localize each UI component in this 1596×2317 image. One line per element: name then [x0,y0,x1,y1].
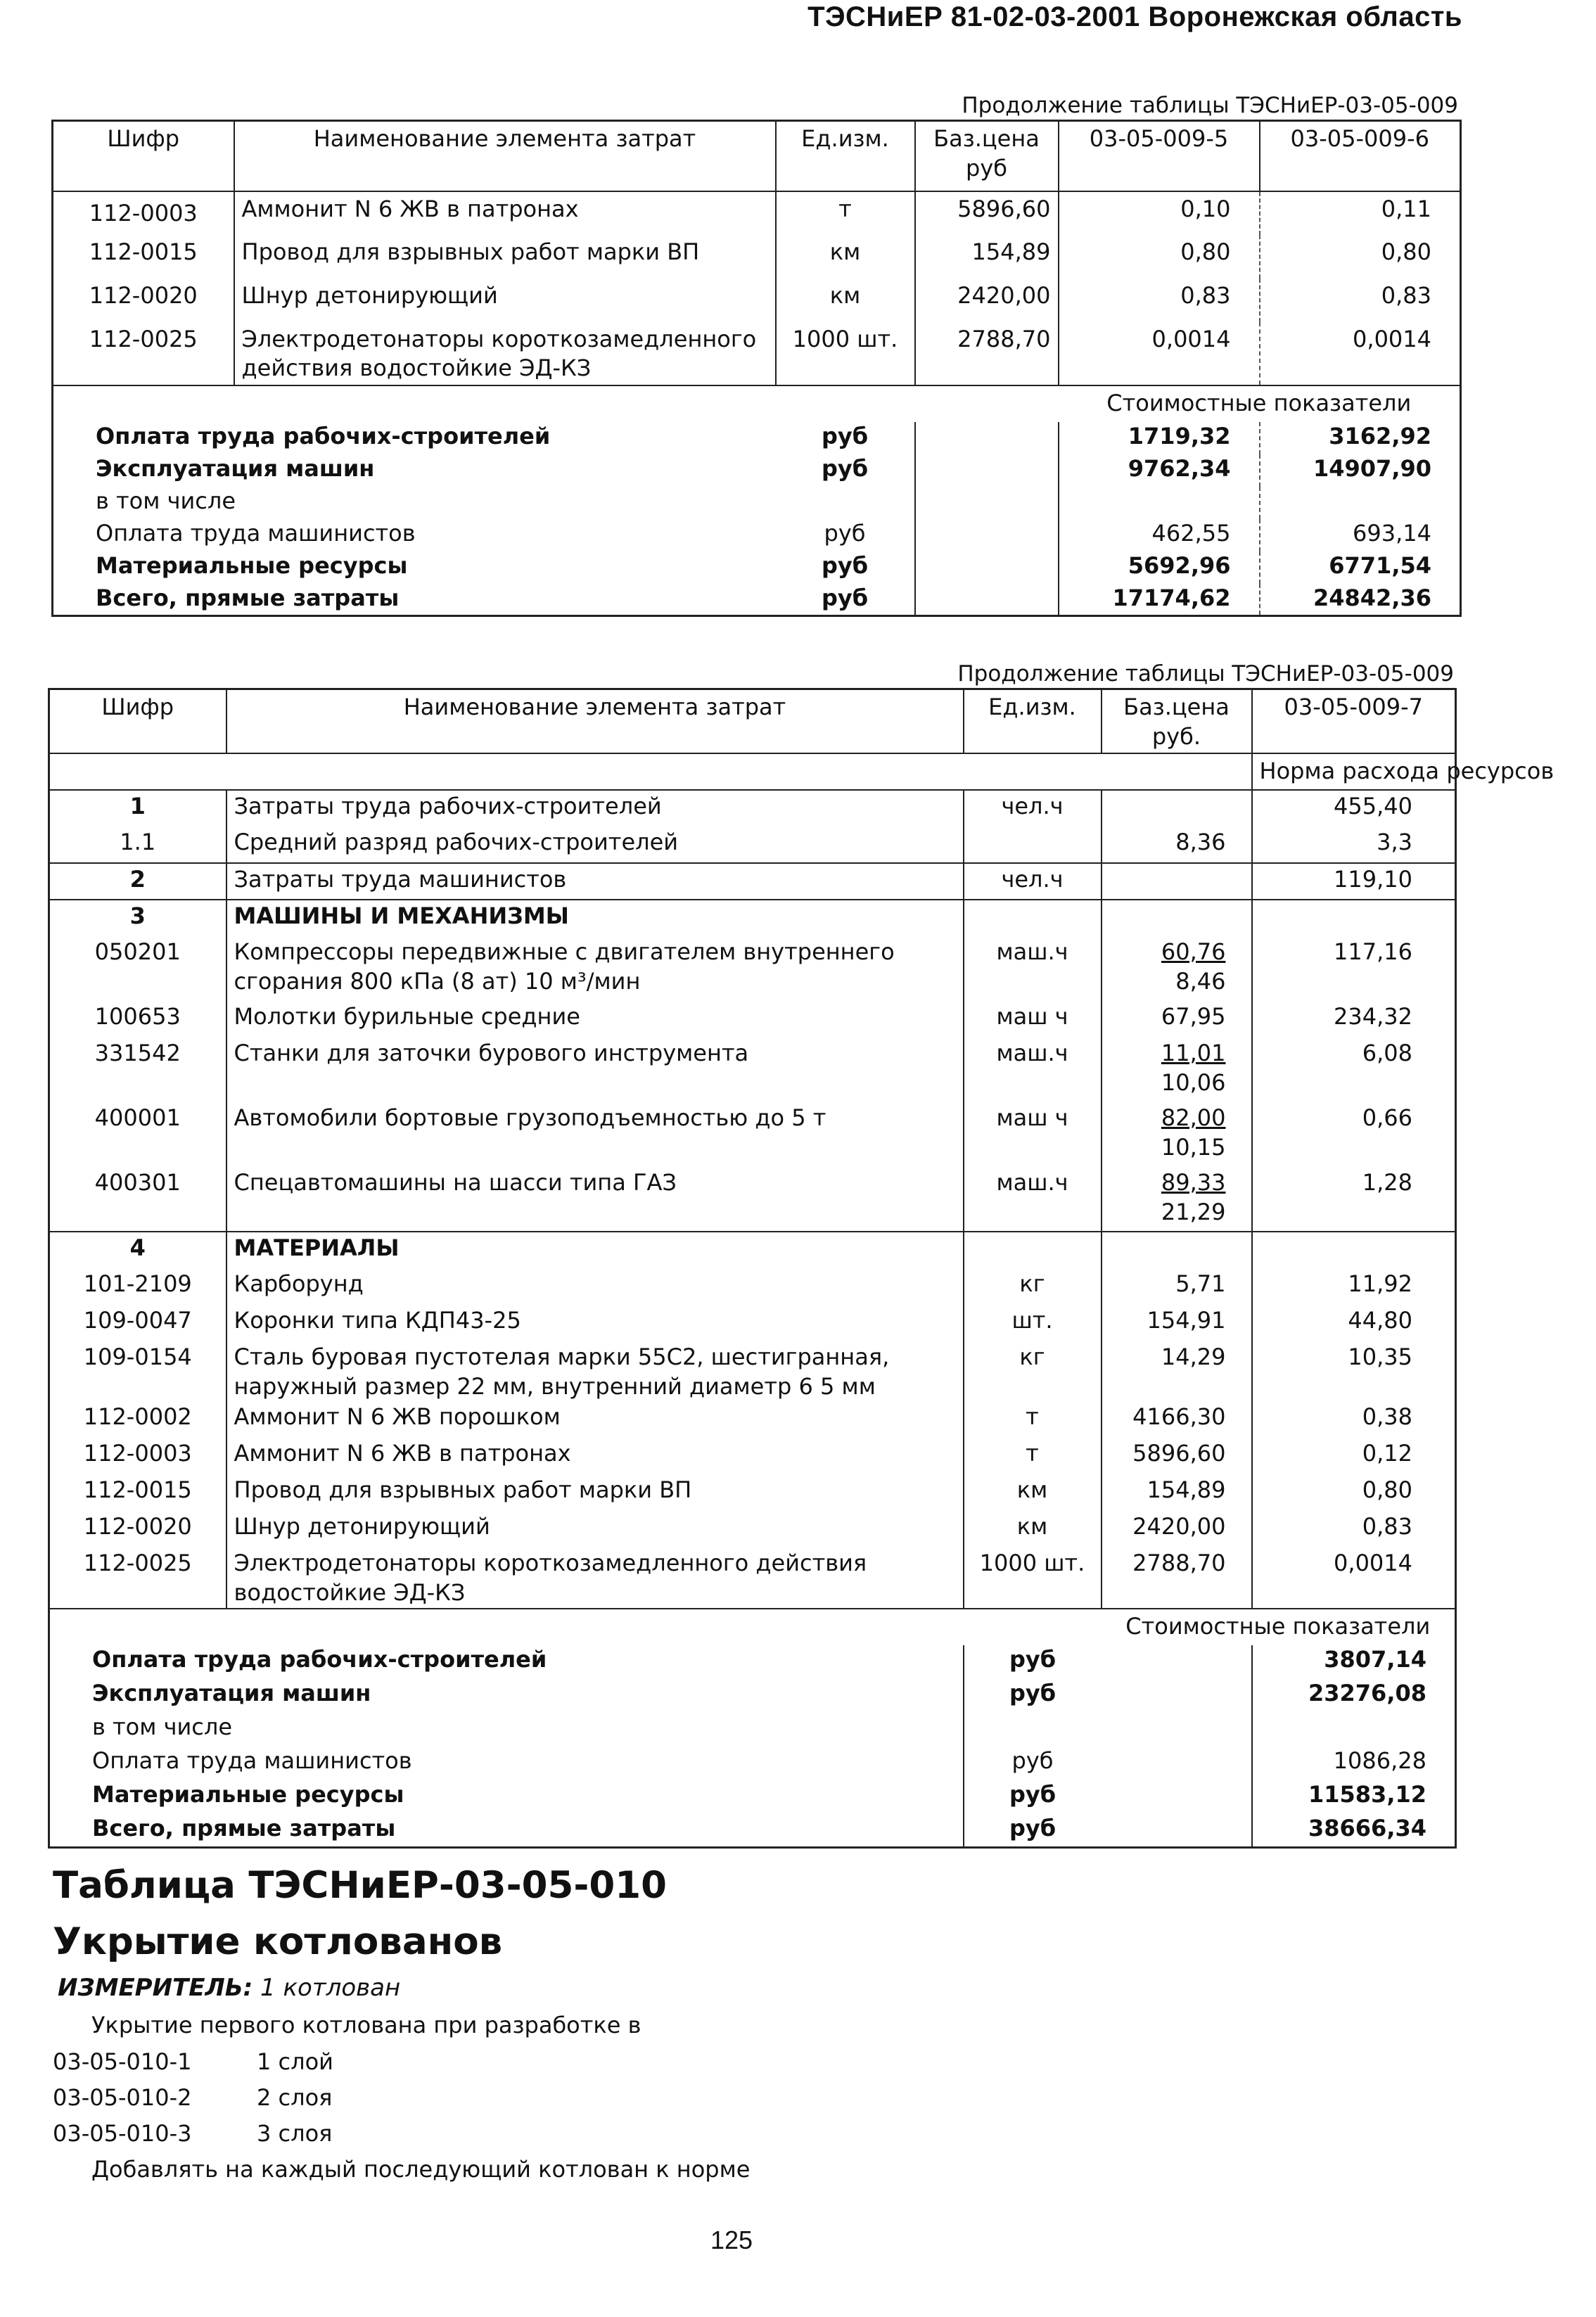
price-secondary: 21,29 [1161,1198,1226,1225]
measure-line [58,1974,400,2002]
row-code: 112-0025 [83,1550,192,1577]
row-code: 4 [49,1232,226,1268]
row-code: 400001 [94,1104,181,1132]
price-primary: 14,29 [1161,1343,1226,1371]
row-norm: 0,0014 [1252,1547,1456,1608]
cost-row [49,1713,1456,1747]
cost-value-2: 24842,36 [1260,584,1461,616]
row-norm-1: 0,0014 [1059,322,1260,385]
row-name: МАТЕРИАЛЫ [226,1232,964,1268]
cost-value-1: 17174,62 [1059,584,1260,616]
section-row [49,863,1456,900]
row-code: 3 [49,900,226,936]
col-code-header: Шифр [53,121,234,191]
col-unit-header: Ед.изм. [964,689,1102,754]
row-norm: 455,40 [1252,790,1456,826]
table-row [49,826,1456,863]
row-code: 109-0154 [83,1343,192,1371]
cost-row [49,1679,1456,1713]
row-code: 112-0020 [83,1513,192,1540]
price-secondary: 10,15 [1161,1133,1226,1161]
row-norm: 0,83 [1252,1511,1456,1547]
row-norm-1: 0,80 [1059,235,1260,279]
price-primary: 5896,60 [1132,1440,1226,1467]
table-row [49,1547,1456,1608]
row-norm-2: 0,0014 [1260,322,1461,385]
row-price [1102,1232,1252,1268]
cost-name: Материальные ресурсы [92,1780,404,1808]
row-norm: 119,10 [1252,863,1456,900]
cost-row [53,519,1461,551]
row-norm [1252,900,1456,936]
row-unit [964,826,1102,863]
table-row [49,1511,1456,1547]
price-primary: 60,76 [1161,938,1226,966]
section-row [49,1232,1456,1268]
cost-name: Оплата труда рабочих-строителей [92,1645,547,1673]
row-norm: 3,3 [1252,826,1456,863]
blank-cell [53,385,1059,422]
cost-unit: руб [964,1747,1102,1780]
row-price [1102,863,1252,900]
row-name: Коронки типа КДП43-25 [226,1305,964,1341]
cost-unit: руб [964,1645,1102,1679]
page-number: 125 [710,2226,753,2254]
cost-heading-row [53,385,1461,422]
row-unit [964,900,1102,936]
row-price [1102,1474,1252,1511]
cost-row [49,1747,1456,1780]
row-unit: чел.ч [964,790,1102,826]
row-norm: 11,92 [1252,1268,1456,1305]
row-price: 154,89 [915,235,1059,279]
norm-text: 2 слоя [257,2084,333,2111]
cost-name: Материальные ресурсы [96,551,408,579]
row-name: Провод для взрывных работ марки ВП [226,1474,964,1511]
col-norm2-header: 03-05-009-6 [1260,121,1461,191]
norm-code: 03-05-010-1 [53,2048,192,2075]
price-primary: 2420,00 [1132,1513,1226,1540]
row-code: 112-0020 [89,281,198,309]
row-price [1102,1001,1252,1038]
price-primary: 154,91 [1147,1307,1226,1334]
norm-text: 3 слоя [257,2120,333,2147]
row-unit: км [964,1474,1102,1511]
cost-name: Всего, прямые затраты [96,584,400,611]
section-row [49,900,1456,936]
table-row [49,936,1456,1001]
row-price [1102,1341,1252,1401]
norm-code: 03-05-010-3 [53,2120,192,2147]
row-code: 1 [49,790,226,826]
price-primary: 89,33 [1161,1169,1226,1196]
table-row [49,1341,1456,1401]
cost-unit: руб [821,454,869,482]
row-price [1102,1547,1252,1608]
price-primary: 67,95 [1161,1003,1226,1030]
table-row [49,1305,1456,1341]
table2 [48,688,1554,1849]
cost-value-2: 3162,92 [1260,422,1461,454]
row-unit: 1000 шт. [964,1547,1102,1608]
row-norm: 0,66 [1252,1102,1456,1167]
cost-unit: руб [964,1814,1102,1848]
note-text: Добавлять на каждый последующий котлован к норме [91,2156,751,2183]
row-unit: т [776,191,915,235]
blank-cell [915,454,1059,487]
blank-cell [1102,1645,1252,1679]
cost-value-1: 9762,34 [1059,454,1260,487]
row-unit: км [776,279,915,322]
row-norm: 234,32 [1252,1001,1456,1038]
price-primary: 154,89 [1147,1476,1226,1504]
row-name: Провод для взрывных работ марки ВП [234,235,776,279]
row-price: 2420,00 [915,279,1059,322]
blank-cell [915,551,1059,584]
table-title: Таблица ТЭСНиЕР-03-05-010 [53,1864,667,1907]
cost-value-1 [1059,487,1260,519]
norm-heading: Норма расхода ресурсов [1252,753,1456,790]
cost-heading: Стоимостные показатели [1059,385,1461,422]
cost-unit: руб [824,519,866,547]
row-norm: 0,12 [1252,1438,1456,1474]
row-unit [964,1232,1102,1268]
row-norm-2: 0,11 [1260,191,1461,235]
cost-row [49,1814,1456,1848]
row-price [1102,1102,1252,1167]
blank-cell [915,584,1059,616]
price-primary: 4166,30 [1132,1403,1226,1431]
cost-name: в том числе [96,487,236,514]
row-name: Электродетонаторы короткозамедленного действия водостойкие ЭД-КЗ [234,322,776,385]
row-unit: км [964,1511,1102,1547]
row-name: Затраты труда машинистов [226,863,964,900]
table-row [49,1167,1456,1232]
row-name: Шнур детонирующий [226,1511,964,1547]
cost-name: Оплата труда машинистов [92,1747,412,1774]
row-norm-1: 0,83 [1059,279,1260,322]
row-name: Карборунд [226,1268,964,1305]
blank-cell [1102,1747,1252,1780]
row-unit: маш.ч [964,1038,1102,1102]
table-row [53,235,1461,279]
blank-cell [1102,1780,1252,1814]
cost-value: 38666,34 [1252,1814,1456,1848]
blank-cell [1102,1679,1252,1713]
cost-value: 3807,14 [1252,1645,1456,1679]
row-name: Молотки бурильные средние [226,1001,964,1038]
row-unit: чел.ч [964,863,1102,900]
row-price [1102,1438,1252,1474]
blank-cell [1102,1713,1252,1747]
cost-value [1252,1713,1456,1747]
cost-heading-row [49,1609,1456,1645]
table1-caption: Продолжение таблицы ТЭСНиЕР-03-05-009 [962,93,1458,118]
row-name: МАШИНЫ И МЕХАНИЗМЫ [226,900,964,936]
row-unit: кг [964,1268,1102,1305]
row-norm-2: 0,80 [1260,235,1461,279]
cost-unit: руб [821,422,869,449]
norm-code: 03-05-010-2 [53,2084,192,2111]
cost-unit: руб [821,584,869,611]
cost-row [53,584,1461,616]
row-unit: т [964,1401,1102,1438]
row-norm: 44,80 [1252,1305,1456,1341]
norm-heading-row [49,753,1456,790]
row-unit: км [776,235,915,279]
blank-cell [915,519,1059,551]
cost-value-1: 462,55 [1059,519,1260,551]
row-price [1102,900,1252,936]
col-norm1-header: 03-05-009-5 [1059,121,1260,191]
row-name: Станки для заточки бурового инструмента [226,1038,964,1102]
table-row [49,1268,1456,1305]
row-price [1102,1401,1252,1438]
col-price-header: Баз.цена руб [915,121,1059,191]
row-name: Сталь буровая пустотелая марки 55С2, шестигранная, наружный размер 22 мм, внутренний диаметр 6 5 мм [226,1341,964,1401]
col-norm-header: 03-05-009-7 [1252,689,1456,754]
row-code: 100653 [94,1003,181,1030]
table-row [53,322,1461,385]
table-row [53,279,1461,322]
row-code: 331542 [94,1040,181,1067]
cost-unit: руб [821,551,869,579]
row-norm: 117,16 [1252,936,1456,1001]
cost-row [53,487,1461,519]
cost-unit [776,487,915,519]
cost-row [49,1780,1456,1814]
measure-value: 1 котлован [260,1974,401,2002]
cost-row [53,551,1461,584]
table-row [49,1438,1456,1474]
cost-name: Эксплуатация машин [92,1679,371,1706]
table-row [49,1038,1456,1102]
row-price [1102,790,1252,826]
row-unit: маш.ч [964,1167,1102,1232]
table2-caption: Продолжение таблицы ТЭСНиЕР-03-05-009 [957,661,1454,687]
row-price [1102,1268,1252,1305]
blank-cell [49,753,1252,790]
cost-value-2: 14907,90 [1260,454,1461,487]
blank-cell [1102,1814,1252,1848]
row-price [1102,1305,1252,1341]
col-unit-header: Ед.изм. [776,121,915,191]
col-code-header: Шифр [49,689,226,754]
cost-unit [964,1713,1102,1747]
row-norm: 1,28 [1252,1167,1456,1232]
row-norm: 0,80 [1252,1474,1456,1511]
price-primary: 11,01 [1161,1040,1226,1067]
table-row [53,191,1461,235]
cost-name: Оплата труда машинистов [96,519,416,547]
row-name: Спецавтомашины на шасси типа ГАЗ [226,1167,964,1232]
cost-name: Всего, прямые затраты [92,1814,396,1842]
cost-row [49,1645,1456,1679]
blank-cell [915,422,1059,454]
row-name: Автомобили бортовые грузоподъемностью до 5 т [226,1102,964,1167]
row-price [1102,936,1252,1001]
row-code: 112-0025 [89,325,198,352]
col-price-header: Баз.цена руб. [1102,689,1252,754]
price-primary: 82,00 [1161,1104,1226,1132]
cost-unit: руб [964,1679,1102,1713]
row-code: 109-0047 [83,1307,192,1334]
table-row [49,1474,1456,1511]
col-name-header: Наименование элемента затрат [234,121,776,191]
row-norm: 6,08 [1252,1038,1456,1102]
cost-value-1: 5692,96 [1059,551,1260,584]
row-code: 400301 [94,1169,181,1196]
row-norm-2: 0,83 [1260,279,1461,322]
section-row [49,790,1456,826]
row-code: 1.1 [120,829,156,856]
price-secondary: 8,46 [1175,967,1226,995]
cost-row [53,422,1461,454]
row-unit: маш ч [964,1001,1102,1038]
row-code: 050201 [94,938,181,966]
table1 [51,120,1462,617]
row-name: Электродетонаторы короткозамедленного действия водостойкие ЭД-КЗ [226,1547,964,1608]
cost-value-1: 1719,32 [1059,422,1260,454]
row-code: 112-0015 [83,1476,192,1504]
row-name: Аммонит N 6 ЖВ порошком [226,1401,964,1438]
row-name: Аммонит N 6 ЖВ в патронах [226,1438,964,1474]
row-unit: маш ч [964,1102,1102,1167]
row-name: Шнур детонирующий [234,279,776,322]
price-primary: 8,36 [1175,829,1226,856]
col-name-header: Наименование элемента затрат [226,689,964,754]
row-norm: 0,38 [1252,1401,1456,1438]
price-primary: 2788,70 [1132,1550,1226,1577]
table2-header [49,689,1456,754]
row-price: 2788,70 [915,322,1059,385]
row-code: 112-0003 [89,199,198,226]
row-unit: кг [964,1341,1102,1401]
row-name: Затраты труда рабочих-строителей [226,790,964,826]
cost-value-2: 693,14 [1260,519,1461,551]
row-norm-1: 0,10 [1059,191,1260,235]
row-unit: маш.ч [964,936,1102,1001]
row-unit: т [964,1438,1102,1474]
table-row [49,1401,1456,1438]
norm-text: 1 слой [257,2048,333,2075]
row-name: Компрессоры передвижные с двигателем внутреннего сгорания 800 кПа (8 ат) 10 м³/мин [226,936,964,1001]
blank-cell [915,487,1059,519]
price-primary: 5,71 [1175,1270,1226,1298]
row-unit: шт. [964,1305,1102,1341]
cost-value: 23276,08 [1252,1679,1456,1713]
table-row [49,1001,1456,1038]
row-price [1102,1511,1252,1547]
row-norm [1252,1232,1456,1268]
cost-value-2: 6771,54 [1260,551,1461,584]
row-price [1102,826,1252,863]
cost-value-2 [1260,487,1461,519]
row-code: 112-0015 [89,238,198,265]
cost-value: 11583,12 [1252,1780,1456,1814]
row-code: 112-0002 [83,1403,192,1431]
running-header: ТЭСНиЕР 81-02-03-2001 Воронежская область [807,1,1462,32]
cost-row [53,454,1461,487]
measure-label: ИЗМЕРИТЕЛЬ: [58,1974,253,2002]
table-row [49,1102,1456,1167]
row-name: Средний разряд рабочих-строителей [226,826,964,863]
section-subtitle: Укрытие котлованов [53,1920,503,1963]
row-code: 101-2109 [83,1270,192,1298]
cost-name: в том числе [92,1713,232,1740]
row-code: 2 [49,863,226,900]
price-secondary: 10,06 [1161,1068,1226,1096]
table1-header [53,121,1461,191]
row-price: 5896,60 [915,191,1059,235]
cost-name: Эксплуатация машин [96,454,375,482]
row-unit: 1000 шт. [776,322,915,385]
row-price [1102,1038,1252,1102]
row-norm: 10,35 [1252,1341,1456,1401]
cost-unit: руб [964,1780,1102,1814]
cost-heading: Стоимостные показатели [1102,1609,1456,1645]
cost-value: 1086,28 [1252,1747,1456,1780]
row-name: Аммонит N 6 ЖВ в патронах [234,191,776,235]
row-code: 112-0003 [83,1440,192,1467]
blank-cell [49,1609,1102,1645]
cost-name: Оплата труда рабочих-строителей [96,422,551,449]
intro-text: Укрытие первого котлована при разработке в [91,2012,641,2038]
row-price [1102,1167,1252,1232]
